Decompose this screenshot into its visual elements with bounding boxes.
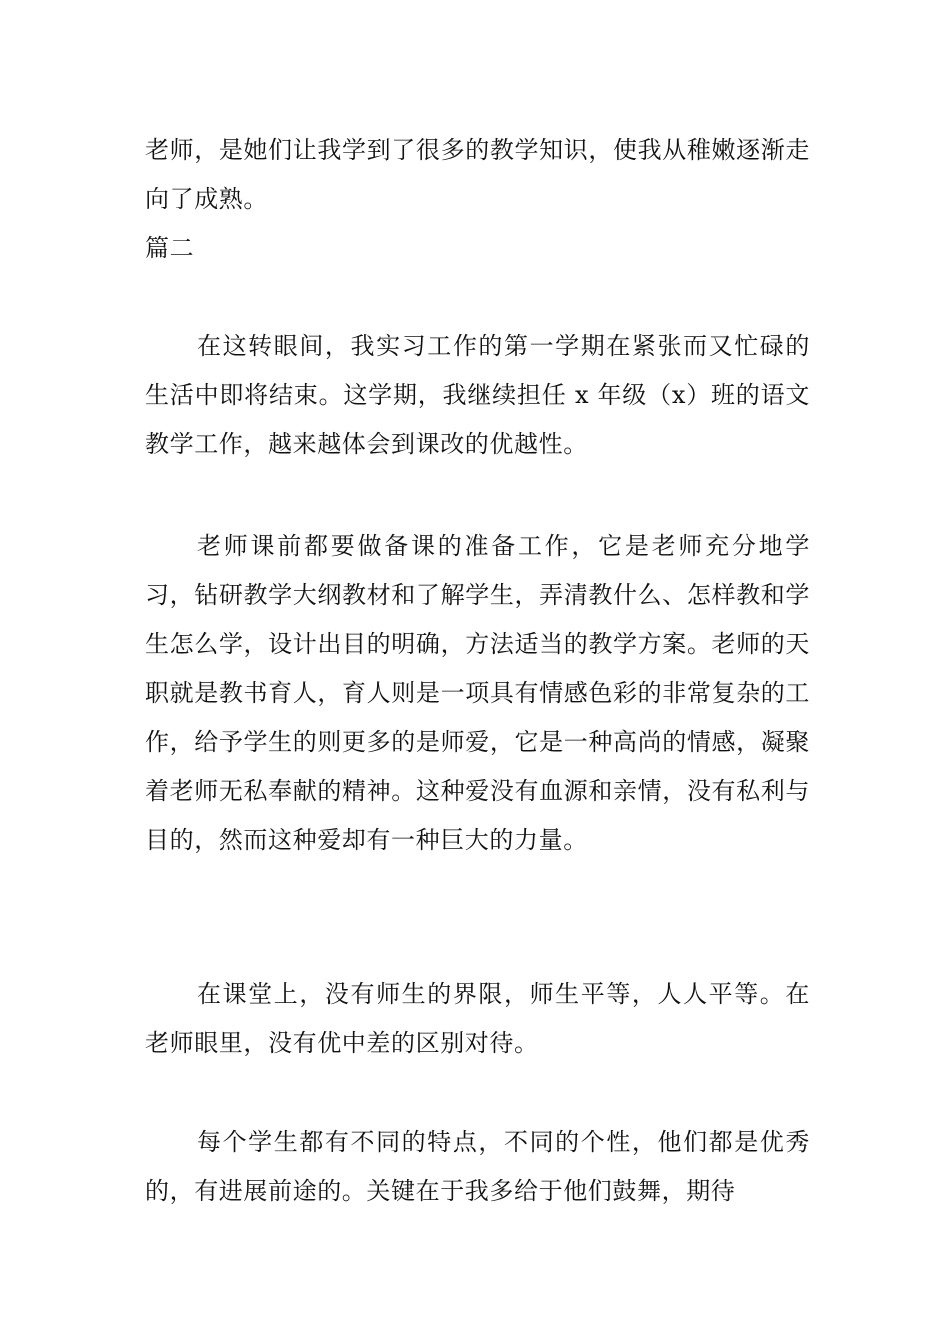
- body-paragraph: 每个学生都有不同的特点，不同的个性，他们都是优秀的，有进展前途的。关键在于我多给于他们鼓舞，期待: [145, 1128, 810, 1205]
- continuation-paragraph: 老师，是她们让我学到了很多的教学知识，使我从稚嫩逐渐走向了成熟。: [145, 136, 810, 213]
- section-heading: 篇二: [145, 234, 195, 262]
- body-paragraph: 在课堂上，没有师生的界限，师生平等，人人平等。在老师眼里，没有优中差的区别对待。: [145, 980, 810, 1057]
- body-paragraph: 老师课前都要做备课的准备工作，它是老师充分地学习，钻研教学大纲教材和了解学生，弄清教什么、怎样教和学生怎么学，设计出目的明确，方法适当的教学方案。老师的天职就是教书育人，育人则是一项具有情感色彩的非常复杂的工作，给予学生的则更多的是师爱，它是一种高尚的情感，凝聚着老师无私奉献的精神。这种爱没有血源和亲情，没有私利与目的，然而这种爱却有一种巨大的力量。: [145, 532, 810, 854]
- body-paragraph: 在这转眼间，我实习工作的第一学期在紧张而又忙碌的生活中即将结束。这学期，我继续担任 x 年级（x）班的语文教学工作，越来越体会到课改的优越性。: [145, 332, 810, 458]
